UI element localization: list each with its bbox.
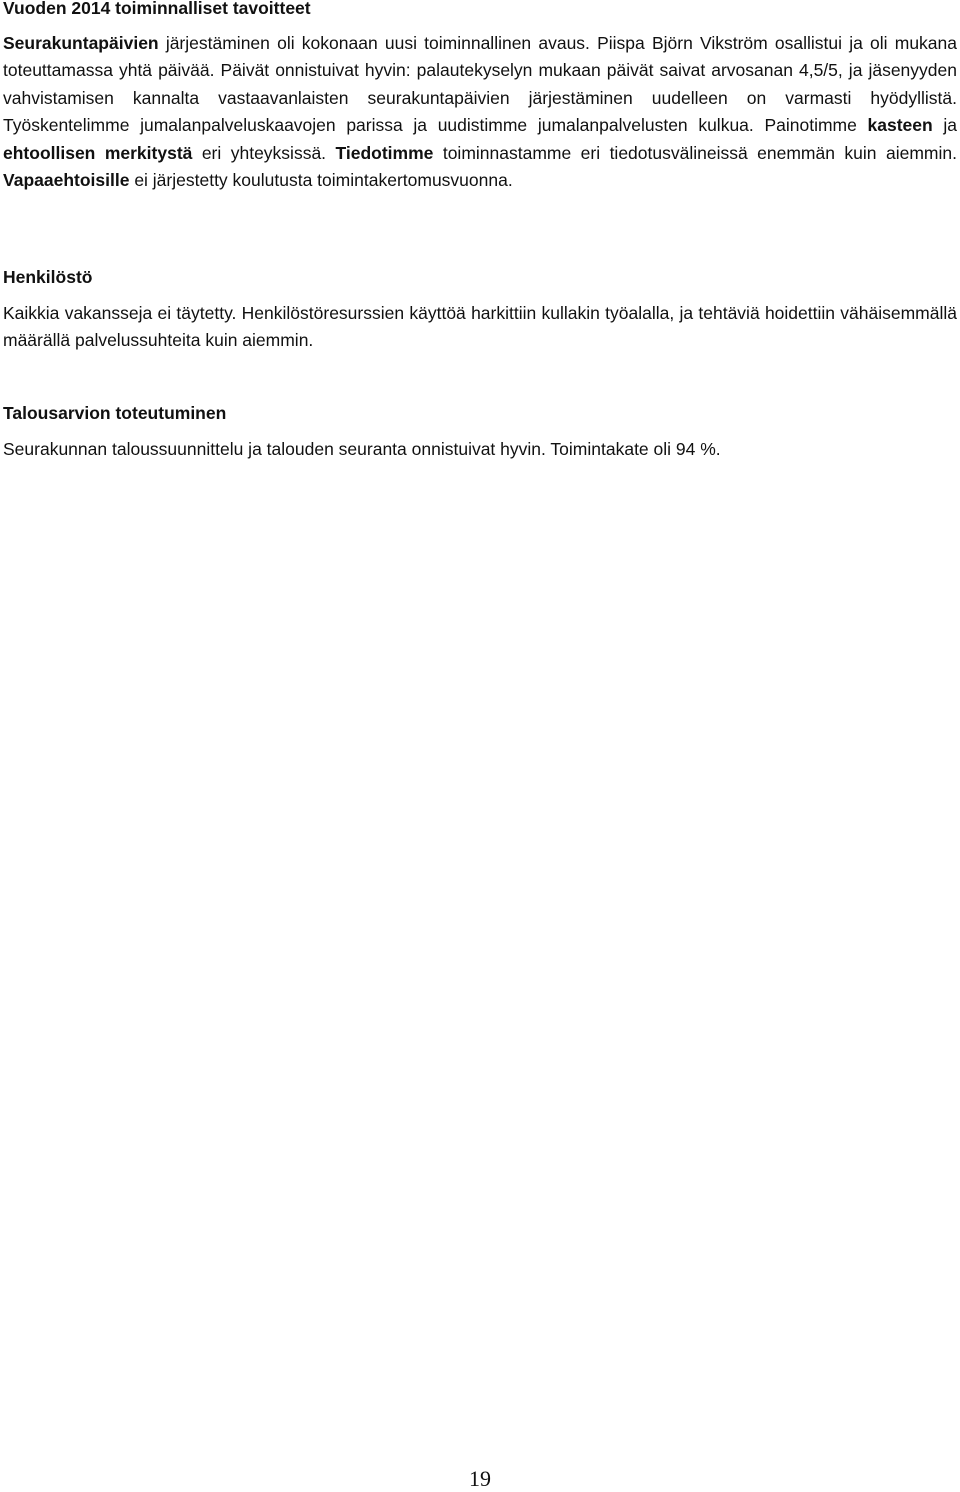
goals-paragraph — [3, 30, 957, 194]
goals-text-4: toiminnastamme eri tiedotusvälineissä enemmän kuin aiemmin. — [433, 142, 957, 163]
heading-henkilosto: Henkilöstö — [3, 267, 93, 287]
section-henkilosto — [3, 300, 957, 355]
bold-tiedotimme: Tiedotimme — [335, 142, 434, 163]
goals-text-5: ei järjestetty koulutusta toimintakertomusvuonna. — [129, 170, 513, 191]
heading-talousarvio: Talousarvion toteutuminen — [3, 403, 227, 423]
goals-text-3: eri yhteyksissä. — [192, 142, 336, 163]
goals-text-1: järjestäminen oli kokonaan uusi toiminnallinen avaus. Piispa Björn Vikström osallistui ja oli mukana toteuttamassa yhtä päivää. Päivät onnistuivat hyvin: palautekyselyn mukaan päivät saivat arvosanan 4,5/5, ja jäsenyyden vahvistamisen kannalta vastaavanlaisten seurakuntapäivien järjestäminen uudelleen on varmasti hyödyllistä. Työskentelimme jumalanpalveluskaavojen parissa ja uudistimme jumalanpalvelusten kulkua. Painotimme — [3, 33, 957, 136]
page-title: Vuoden 2014 toiminnalliset tavoitteet — [3, 0, 311, 18]
section-goals — [3, 30, 957, 194]
bold-ehtoollisen: ehtoollisen merkitystä — [3, 142, 193, 163]
section-talousarvio — [3, 436, 957, 463]
talousarvio-paragraph: Seurakunnan taloussuunnittelu ja talouden seuranta onnistuivat hyvin. Toimintakate oli 94 %. — [3, 439, 721, 459]
henkilosto-paragraph: Kaikkia vakansseja ei täytetty. Henkilöstöresurssien käyttöä harkittiin kullakin työalalla, ja tehtäviä hoidettiin vähäisemmällä määrällä palvelussuhteita kuin aiemmin. — [3, 303, 957, 351]
bold-vapaaehtoisille: Vapaaehtoisille — [3, 170, 130, 191]
bold-kasteen: kasteen — [867, 115, 933, 136]
page-number: 19 — [469, 1466, 491, 1491]
goals-text-2: ja — [932, 115, 957, 136]
bold-seurakuntapaivien: Seurakuntapäivien — [3, 33, 159, 53]
